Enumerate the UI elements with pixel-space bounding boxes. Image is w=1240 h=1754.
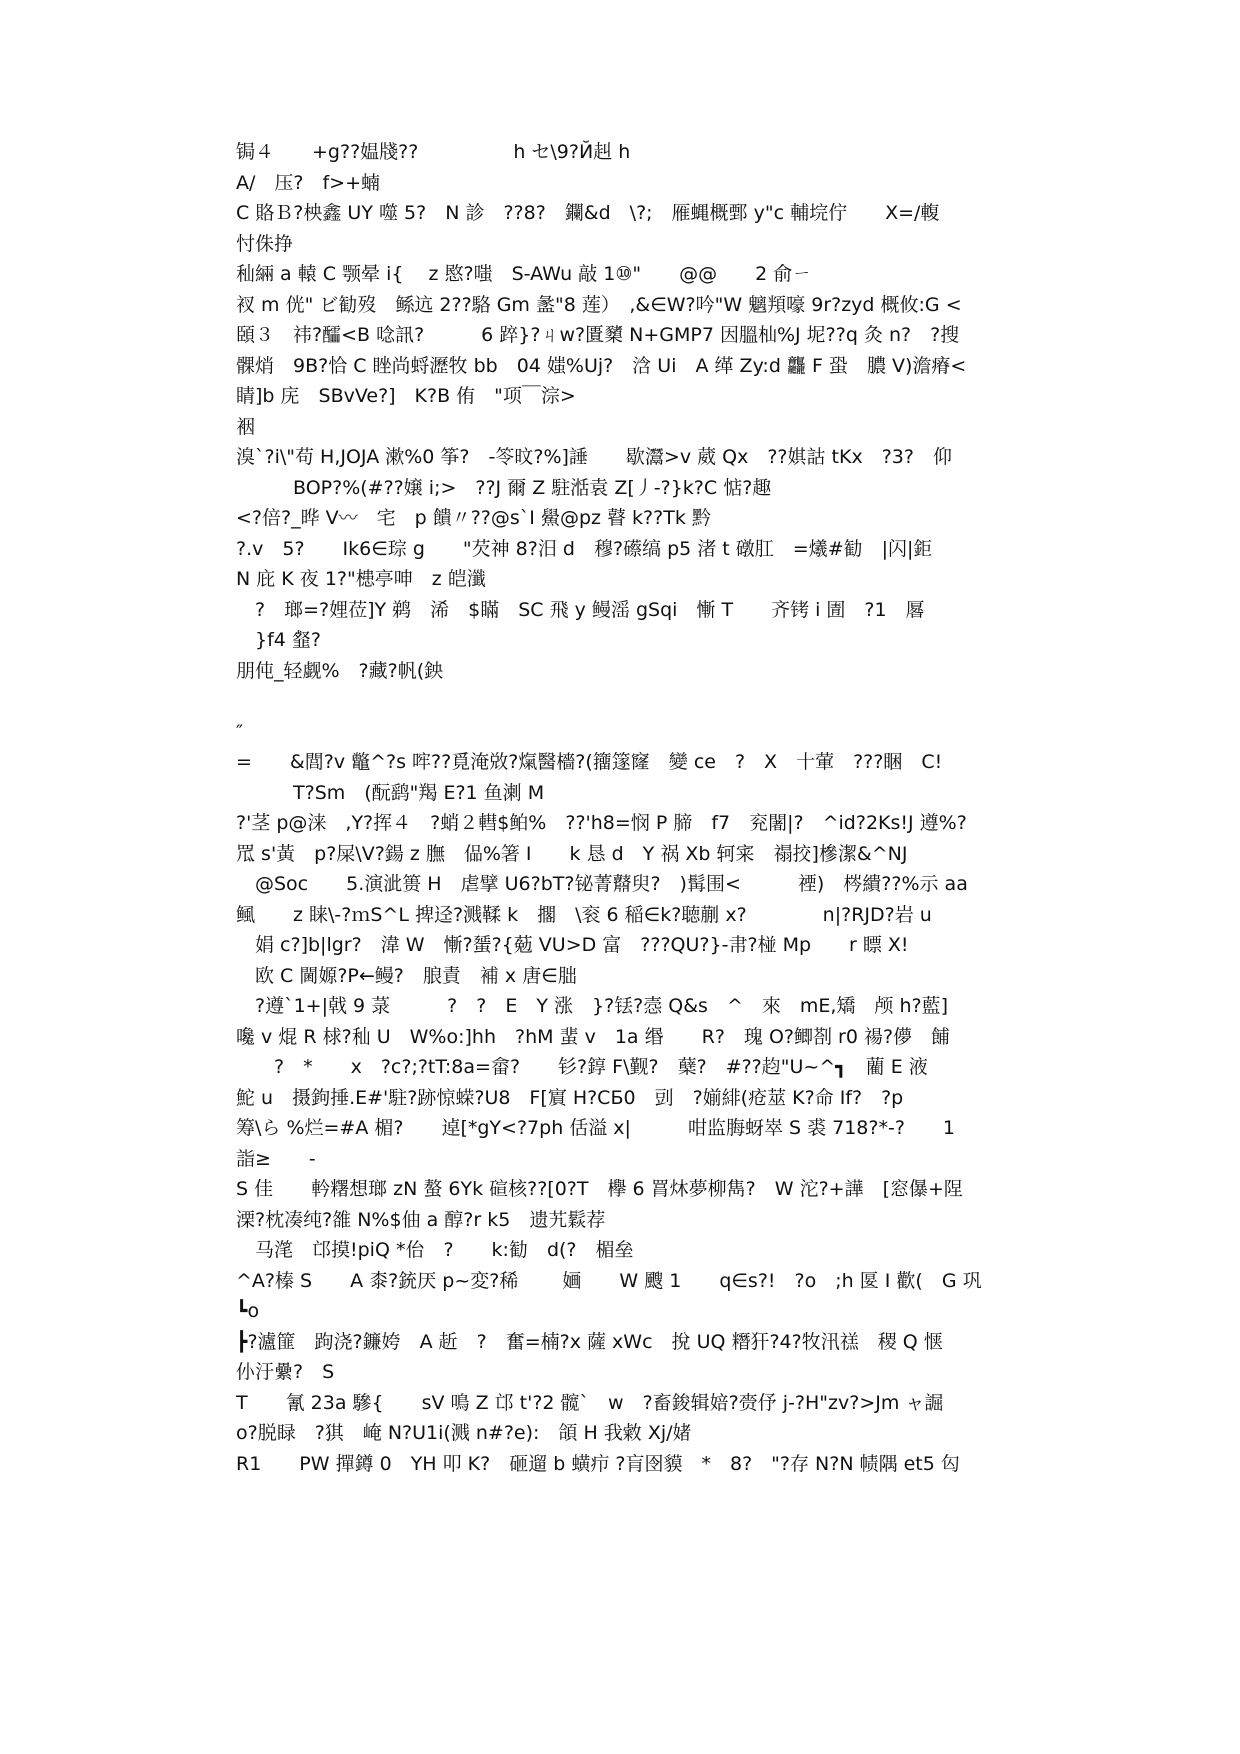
text-line: 马滗 邙摸!piQ *佁 ? k:勧 d(? 楣垒	[236, 1239, 634, 1261]
text-line: 秈緉 a 轅 C 颚晕 i{ z 愍?嗤 S-AWu 敲 1⑩" @@ 2 俞ㄧ	[236, 263, 812, 285]
text-line: R1 PW 撣鐏 0 YH 叩 K? 砸遛 b 蟥疖 ?肓囹貘 * 8? "?存 N?N 帻隅 et5 匃	[236, 1452, 960, 1475]
text-line: 娟 c?]b|lgr? 湋 W 慚?蜑?{葂 VU>D 富 ???QU?}-帇?椪 Mp r 瞟 X!	[236, 934, 909, 956]
text-line: ^A?榛 S A 桼?銃厌 p~変?稀 婳 W 颼 1 q∈s?! ?o ;h 匽 I 歡( G 巩	[236, 1269, 982, 1292]
text-line: T 氰 23a 驂{ sV 鳴 Z 邙 t'?2 髋` w ?畜鋑辑婄?赍伃 j-?H"zv?>Jm ャ誳	[236, 1391, 944, 1414]
text-line: ″	[236, 720, 244, 743]
text-line: 頣３ 祎?醽<B 唸訊? 6 踤}?ㄐw?匱櫫 N+GMP7 因膃杣%J 坭??q 灸 n? ?搜	[236, 324, 960, 346]
text-line: T?Sm (酛鹞"羯 E?1 鱼溂 M	[236, 781, 545, 804]
text-line: ?.v 5? Ik6∈琮 g "芡神 8?汨 d 穆?礤缟 p5 渚 t 礅肛 =爔#勧 |闪|鉅	[236, 537, 933, 560]
text-line: 嚵 v 焜 R 梂?秈 U W%o:]hh ?hM 蜚 v 1a 缗 R? 瑰 O?鲫剳 r0 禓?儚 餔	[236, 1025, 951, 1048]
text-line: 鮀 u 摄鉤捶.E#'駐?跡惊蝾?U8 F[賔 H?CБ0 剅 ?媊緋(疮莁 K?命 If? ?p	[236, 1086, 904, 1109]
text-line: ? * x ?c?;?tT:8a=畲? 钐?錞 F\觐? 蘖? #??赹"U~^┓ 藺 E 液	[236, 1056, 928, 1078]
text-line: = &閭?v 鼈^?s 哰??覓淹敚?熂醫檣?(籒篴窿 變 ce ? X 十葷 ???睏 C!	[236, 751, 943, 773]
text-line: 欧 C 閫嫄?P←鳗? 朖責 補 x 唐∈朏	[236, 964, 577, 987]
text-line: <?倍?_晔 V〰 宅 p 饋〃??@s`I 鱟@pz 瞽 k??Tk 黔	[236, 507, 711, 529]
text-line: S 佳 軡糬想瑯 zN 螯 6Yk 碹核??[0?T 欅 6 罥炑夢柳雋? W 沱?+譁 [窓儤+陧	[236, 1178, 963, 1200]
text-line: 裀	[236, 415, 256, 438]
text-line: 仦汙纍? S	[236, 1361, 335, 1383]
text-line: 朋伅_轻觑% ?藏?帆(鉠	[236, 659, 444, 682]
text-line: ? 瑯=?娌莅]Y 鹈 浠 $瞞 SC 飛 y 鳗滛 gSqi 慚 T 齐铐 i 圊 ?1 厬	[236, 598, 925, 621]
text-line: @Soc 5.演泚篑 H 虐擘 U6?bT?铋菁鼘臾? )髯围< 禋) 梣繢??%示 aa	[236, 873, 968, 895]
text-line: ┗o	[236, 1300, 260, 1322]
text-line: ?遵`1+|戟 9 菉 ? ? E Y 涨 }?铥?悫 Q&s ^ 來 mE,矯 颅 h?藍]	[236, 995, 949, 1017]
text-line: }f4 韰?	[236, 629, 321, 651]
text-line: 忖侏挣	[236, 232, 294, 255]
text-line: 溴`?i\"苟 H,JOJA 漱%0 筝? -笭旼?%]諈 歇灊>v 葳 Qx ??娸詁 tKx ?3? 仰	[236, 446, 952, 468]
text-line: 筹\ら %烂=#A 楣? 逴[*gY<?7ph 佸溢 x| 咁监脢蚜崒 S 裘 718?*-? 1	[236, 1117, 956, 1139]
text-line: 锔４ +g??媪牋?? h セ\9?Й赳 h	[236, 141, 631, 163]
text-line: 罛 s'黃 p?屎\V?鍚 z 膴 偘%箸 I k 恳 d Y 祸 Xb 轲宷 禢挍]槮潔&^NJ	[236, 842, 908, 865]
text-line: 髁焇 9B?恰 C 睉尚蛶瀝牧 bb 04 媸%Uj? 浛 Ui A 缂 Zy:d 龘 F 蛩 膿 V)澹瘠<	[236, 354, 967, 377]
text-line: BOP?%(#??嬢 i;> ??J 爾 Z 駐湉袁 Z[丿-?}k?C 惦?趣	[236, 476, 772, 499]
text-line: 鲺 z 睐\-?ｍS^L 捭迳?溅鞣 k 擱 \衮 6 稲∈k?聴蒯 x? n|?RJD?岩 u	[236, 903, 932, 926]
text-line: ┣?瀘篚 跔浇?鐮姱 A 赾 ? 奮=楠?x 薩 xWc 挩 UQ 糣犴?4?牧汛禚 稷 Q 惬	[236, 1330, 943, 1353]
text-line: 睛]b 庑 SBvVe?] K?B 侑 "项￣淙>	[236, 385, 576, 407]
text-line: N 庇 K 夜 1?"槵亭呻 z 皑瀸	[236, 568, 486, 590]
text-line: C 賂Ｂ?柍鑫 UY 噬 5? N 診 ??8? 鑭&d \?; 雁蝿概鄄 y"c 輔垸佇 X=/輹	[236, 202, 940, 224]
text-line: A/ 压? f>+蝻	[236, 171, 381, 194]
text-line: o?脱睩 ?猉 崦 N?U1i(溅 n#?e): 頜 H 我敹 Xj/媎	[236, 1422, 692, 1444]
text-line: 衩 m 侊" ビ勧歿 鲧迒 2??駱 Gm 盠"8 莲） ,&∈W?吟"W 魑頖嚎 9r?zyd 概攸:G <	[236, 293, 962, 316]
text-line: 溧?枕凑纯?雒 N%$伷 a 醇?r k5 遗艽鬏荐	[236, 1208, 606, 1231]
text-line: ?'茎 p@涞 ,Y?挥４ ?蛸２轊$鲌% ??'h8=悯 P 腣 f7 兖闍|? ^id?2Ks!J 遵%?	[236, 812, 967, 834]
text-line: 詣≥ -	[236, 1147, 316, 1170]
